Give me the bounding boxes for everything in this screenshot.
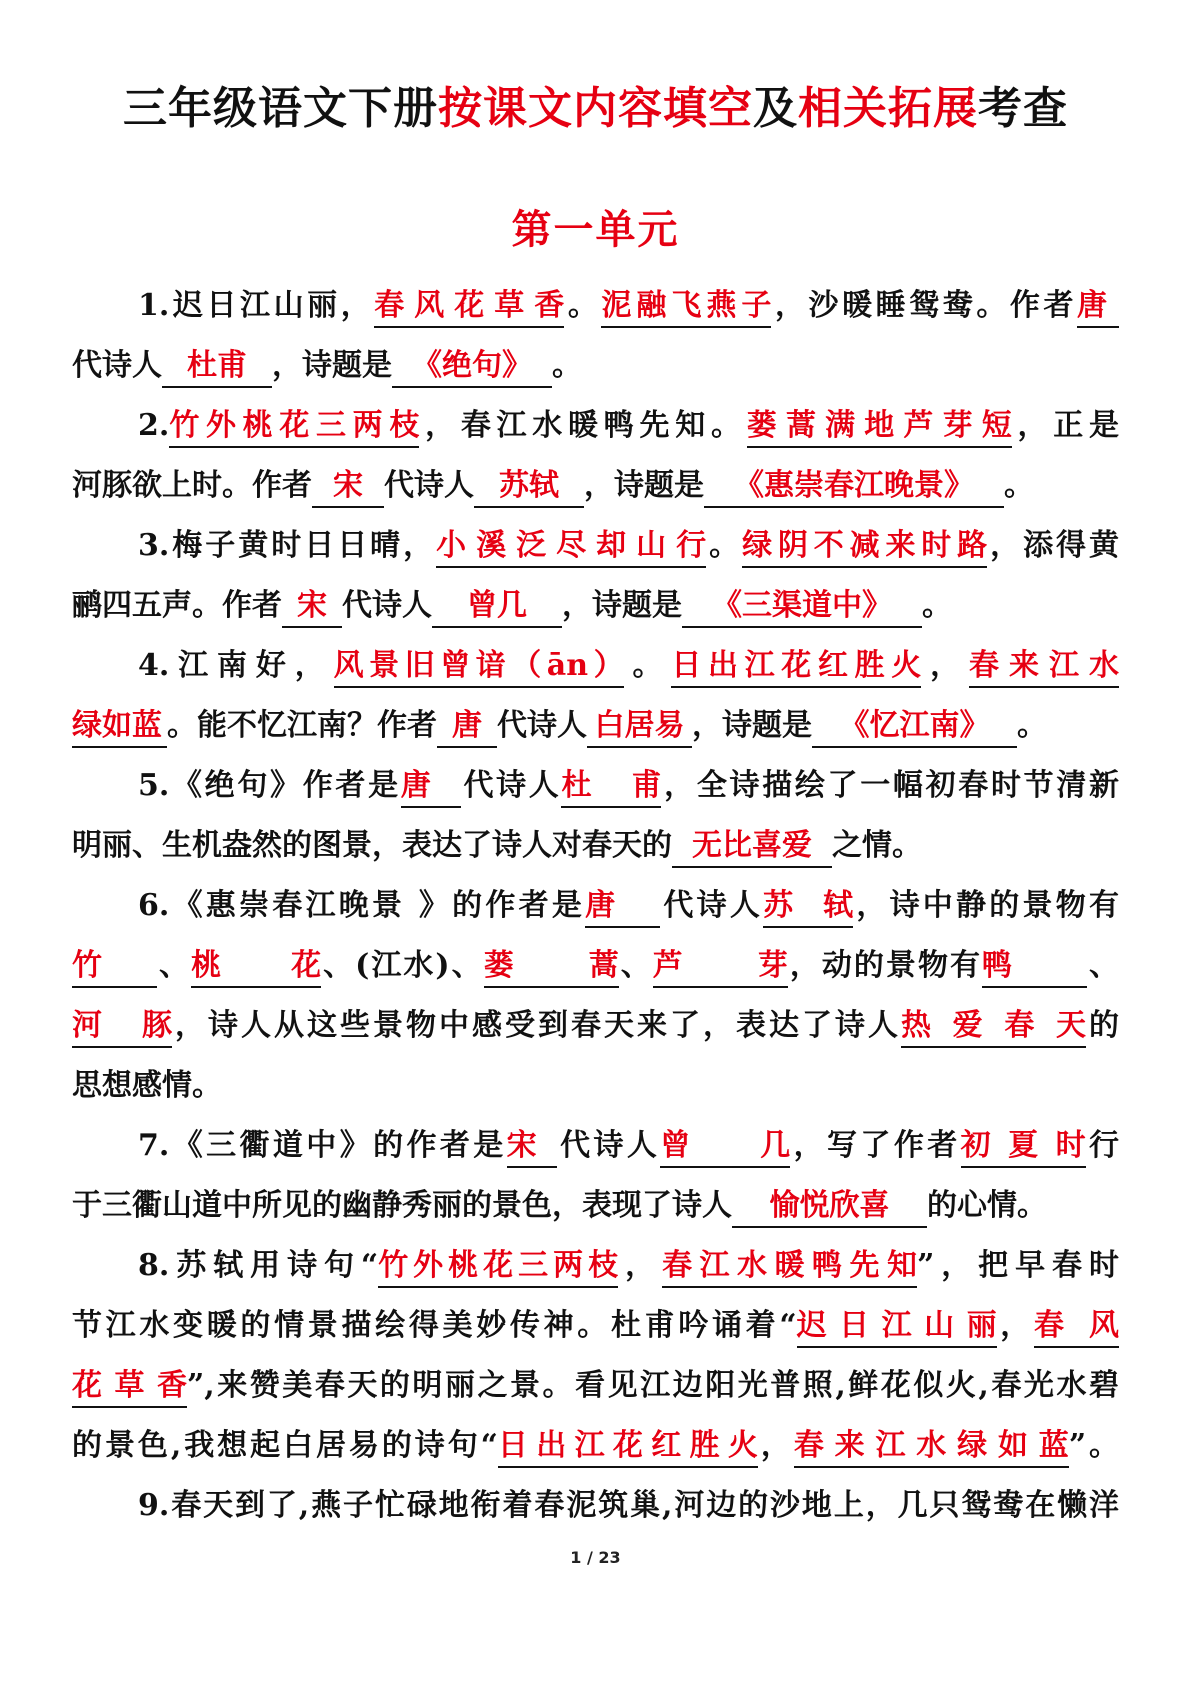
question-9-line-1: 9.春天到了,燕子忙碌地衔着春泥筑巢,河边的沙地上，几只鸳鸯在懒洋	[138, 1488, 1119, 1523]
answer-blank: 愉悦欣喜	[732, 1186, 927, 1228]
answer-blank: 唐	[1077, 286, 1119, 328]
answer-blank: 春来江水绿如蓝	[794, 1426, 1069, 1468]
answer-blank: 曾几	[432, 586, 562, 628]
title-part-4: 相关拓展	[798, 83, 978, 134]
answer-blank: 《惠崇春江晚景》	[704, 466, 1004, 508]
question-6-line-1: 6.《惠崇春江晚景 》的作者是唐 代诗人苏轼，诗中静的景物有	[72, 876, 1119, 936]
question-8-line-1: 8.苏轼用诗句“竹外桃花三两枝，春江水暖鸭先知”，把早春时	[72, 1236, 1119, 1296]
answer-blank: 春风花草香	[374, 286, 564, 328]
answer-blank: 宋	[507, 1126, 557, 1168]
question-5-line-1: 5.《绝句》作者是唐 代诗人杜甫，全诗描绘了一幅初春时节清新	[72, 756, 1119, 816]
question-8-line-4: 的景色,我想起白居易的诗句“日出江花红胜火，春来江水绿如蓝”。	[72, 1416, 1119, 1476]
question-1-line-1: 1.迟日江山丽，春风花草香。泥融飞燕子，沙暖睡鸳鸯。作者唐	[72, 276, 1119, 336]
question-2-line-2: 河豚欲上时。作者 宋 代诗人 苏轼 ，诗题是 《惠崇春江晚景》 。	[72, 456, 1119, 516]
question-1-line-2: 代诗人 杜甫 ，诗题是 《绝句》 。	[72, 336, 1119, 396]
question-3-line-2: 鹂四五声。作者 宋 代诗人 曾几 ，诗题是 《三渠道中》 。	[72, 576, 1119, 636]
title-part-5: 考查	[978, 83, 1068, 134]
answer-blank: 蒌蒿	[484, 946, 619, 988]
answer-blank: 杜甫	[561, 766, 661, 808]
title-part-3: 及	[753, 83, 798, 134]
answer-blank: 花草香	[72, 1366, 187, 1408]
answer-blank: 无比喜爱	[672, 826, 832, 868]
question-8-line-3: 花草香”,来赞美春天的明丽之景。看见江边阳光普照,鲜花似火,春光水碧	[72, 1356, 1119, 1416]
answer-blank: 春风	[1034, 1306, 1119, 1348]
answer-blank: 《三渠道中》	[682, 586, 922, 628]
answer-blank: 唐	[585, 886, 660, 928]
answer-blank: 唐	[401, 766, 461, 808]
answer-blank: 《绝句》	[392, 346, 552, 388]
question-3-line-1: 3.梅子黄时日日晴，小溪泛尽却山行。绿阴不减来时路，添得黄	[72, 516, 1119, 576]
answer-blank: 唐	[437, 706, 497, 748]
answer-blank: 《忆江南》	[812, 706, 1017, 748]
answer-blank: 竹外桃花三两枝	[378, 1246, 618, 1288]
title-part-1: 三年级语文下册	[123, 83, 438, 134]
question-6-line-4: 思想感情。	[72, 1068, 222, 1103]
answer-blank: 桃花	[191, 946, 321, 988]
answer-blank: 宋	[312, 466, 384, 508]
answer-blank: 苏轼	[474, 466, 584, 508]
question-8-line-2: 节江水变暖的情景描绘得美妙传神。杜甫吟诵着“迟日江山丽，春风	[72, 1296, 1119, 1356]
answer-blank: 竹	[72, 946, 157, 988]
answer-blank: 风景旧曾谙（ān）	[334, 646, 624, 688]
answer-blank: 苏轼	[763, 886, 853, 928]
answer-blank: 芦芽	[653, 946, 788, 988]
answer-blank: 泥融飞燕子	[601, 286, 771, 328]
answer-blank: 曾几	[660, 1126, 790, 1168]
answer-blank: 蒌蒿满地芦芽短	[747, 406, 1012, 448]
answer-blank: 绿阴不减来时路	[742, 526, 987, 568]
question-4-line-1: 4.江南好，风景旧曾谙（ān）。日出江花红胜火，春来江水	[72, 636, 1119, 696]
question-7-line-1: 7.《三衢道中》的作者是宋 代诗人曾几，写了作者初夏时行	[72, 1116, 1119, 1176]
answer-blank: 春江水暖鸭先知	[662, 1246, 917, 1288]
answer-blank: 河豚	[72, 1006, 172, 1048]
answer-blank: 迟日江山丽	[797, 1306, 997, 1348]
unit-heading: 第一单元	[511, 206, 680, 253]
answer-blank: 白居易	[587, 706, 692, 748]
answer-blank: 日出江花红胜火	[498, 1426, 758, 1468]
question-list	[72, 276, 1119, 1536]
document-title	[0, 72, 1191, 136]
question-4-line-2: 绿如蓝 。能不忆江南？作者 唐 代诗人 白居易 ，诗题是 《忆江南》 。	[72, 696, 1119, 756]
answer-blank: 鸭	[982, 946, 1087, 988]
answer-blank: 竹外桃花三两枝	[169, 406, 419, 448]
answer-blank: 日出江花红胜火	[671, 646, 921, 688]
answer-blank: 杜甫	[162, 346, 272, 388]
question-7-line-2: 于三衢山道中所见的幽静秀丽的景色，表现了诗人 愉悦欣喜 的心情。	[72, 1176, 1119, 1236]
page-number: 1 / 23	[570, 1548, 621, 1567]
answer-blank: 宋	[282, 586, 342, 628]
question-6-line-3: 河豚，诗人从这些景物中感受到春天来了，表达了诗人热爱春天的	[72, 996, 1119, 1056]
answer-blank: 春来江水	[969, 646, 1119, 688]
question-6-line-2: 竹 、桃花、(江水)、蒌蒿、芦芽，动的景物有鸭 、	[72, 936, 1119, 996]
question-5-line-2: 明丽、生机盎然的图景，表达了诗人对春天的 无比喜爱 之情。	[72, 816, 1119, 876]
answer-blank: 初夏时	[961, 1126, 1086, 1168]
answer-blank: 绿如蓝	[72, 706, 167, 748]
answer-blank: 小溪泛尽却山行	[436, 526, 706, 568]
answer-blank: 热爱春天	[901, 1006, 1086, 1048]
title-part-2: 按课文内容填空	[438, 83, 753, 134]
question-2-line-1: 2.竹外桃花三两枝，春江水暖鸭先知。蒌蒿满地芦芽短，正是	[72, 396, 1119, 456]
